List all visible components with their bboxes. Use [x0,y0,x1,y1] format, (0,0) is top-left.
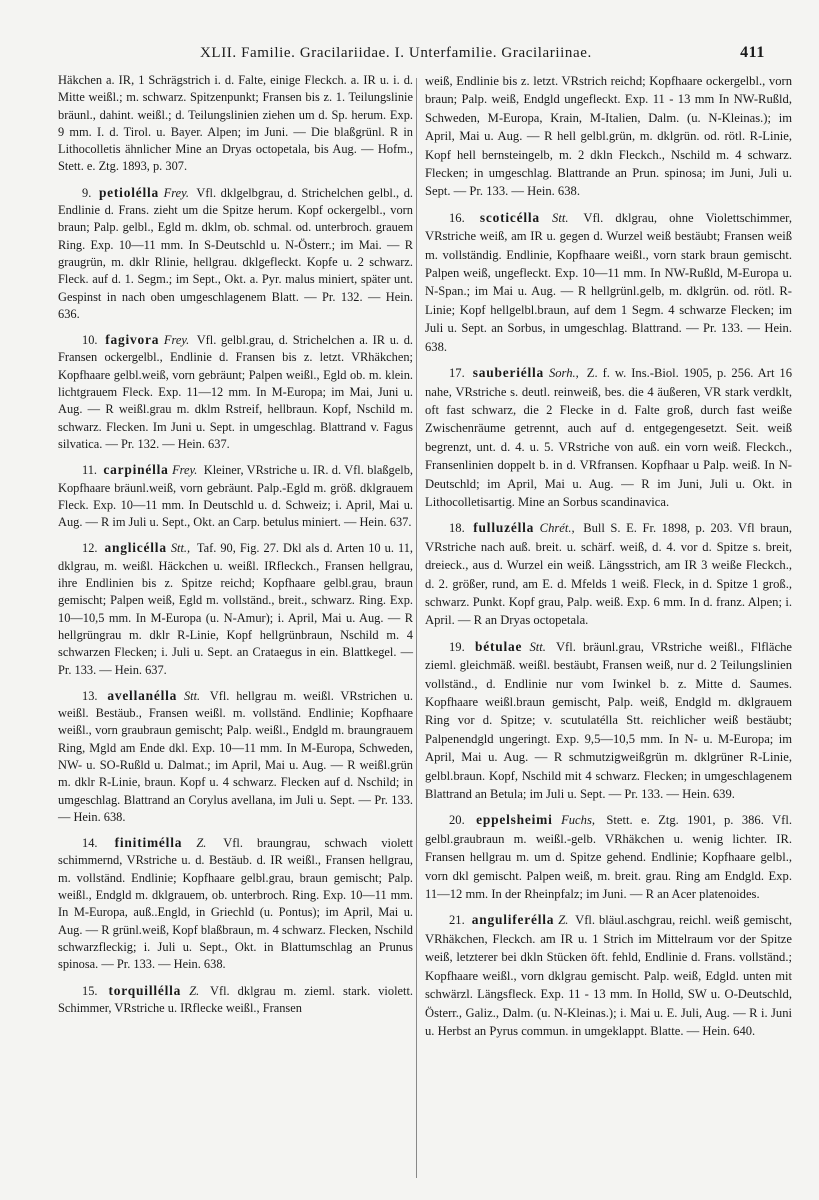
species-description: Bull S. E. Fr. 1898, p. 203. Vfl braun, VRstriche nach auß. breit. u. schärf. weiß, d. 4. vor d. Spitze s. breit, dreieck., aus d. Wurzel ein weiß. Längsstrich, am IR 3 weiße Fleckch., d. 2. größer, rund, am E. d. Mfelds 1 weiß. Fleck, in d. Spitze 1 groß., schwarz. Punkt. Kopf grau, Palp. weiß. Exp. 6 mm. In d. franz. Alpen; i. April. — R an Dryas octopetala. [425,521,793,628]
species-name: scoticélla [479,209,540,225]
continued-paragraph: weiß, Endlinie bis z. letzt. VRstrich reichd; Kopfhaare ockergelbl., vorn braun; Palp. weiß, Endgld ungefleckt. Exp. 11 - 13 mm In NW-Rußld, Schweden, M-Europa, Krain, M-Italien, Dalm. (u. N-Kleinas.); im April, Mai u. Aug. — R hell gelbl.grün, m. dklgrün. od. rötl. R-Linie, Kopf hell bernsteingelb, m. 2 dkln Fleckch., Nschild m. 4 schwarz. Flecken; in umgeschlag. Blattrande an Prun. spinosa; im Juni, Juli u. Sept. — Pr. 133. — Hein. 638. [425,74,792,199]
species-name: carpinélla [103,462,169,478]
entry-number: 13. [82,688,98,703]
entry-number: 14. [82,836,98,851]
species-name: sauberiélla [472,365,544,381]
species-name: bétulae [474,638,523,654]
running-header [200,44,765,64]
species-entry [425,638,792,804]
species-author: Frey. [163,333,190,348]
species-author: Stt. [183,688,201,703]
species-description: Vfl. hellgrau m. weißl. VRstrichen u. weißl. Bestäub., Fransen weißl. m. vollständ. Endlinie; Kopfhaare weißl., vorn graubraun gemischt; Palp. weißl., Endgld m. braungrauem Ring, Mgld am Ende dkl. Exp. 10—11 mm. In M-Europa, Schweden, NW- u. SO-Rußld u. Dalmat.; im April, Mai u. Aug. — R weißl.grün m. dklr R-Linie, braun. Kopf u. 4 schwarz. Flecken auf d. Nschild; in umgeschlag. Blattrand an Corylus avellana, im Juli u. Sept. — Pr. 133. — Hein. 638. [58,688,413,824]
right-column [425,72,792,1048]
species-description: Vfl. bräunl.grau, VRstriche weißl., Flfläche zieml. gleichmäß. weißl. bestäubt, Fransen weiß, nur d. 2 Teilungslinien vollständ., d. Endlinie nur vom Iwinkel b. z. Mitte d. Saumes. Kopfhaare weißl.braun gemischt, Palp. weiß, Endgld m. dklgrauem Ring vor d. Spitze; v. scutulatélla Stt. reichlicher weiß bestäubt; Palpenendgld ungeringt. Exp. 9,5—10,5 mm. In N- u. M-Europa; im April, Mai u. Aug. — R schmutzigweißgrün m. dklgrüner R-Linie, gelbl.braun. Kopf, Nschild mit 4 schwarz. Flecken; in umgeschlagenem Blattrand an Betula; im Juli u. Sept. — Pr. 133. — Hein. 639. [425,639,792,802]
entry-number: 10. [82,333,98,348]
species-description: Vfl. bläul.aschgrau, reichl. weiß gemischt, VRhäkchen, Fleckch. am IR u. 1 Strich im Mittelraum vor der Spitze weiß, letzterer bei dkln Stücken öft. fehld, Endlinie d. Frans. vollständ.; Kopfhaare weißl., vorn dklgrau gemischt. Palp. weiß, Edgld. unten mit schwärzl. Längsfleck. Exp. 11 - 13 mm. In Holld, SW u. O-Deutschld, Österr., Galiz., Dalm. (u. N-Kleinas.); i. Mai u. E. Juli, Aug. — R i. Juni u. Herbst an Pyrus commun. in umgeklappt. Blatte. — Hein. 640. [425,913,792,1038]
species-name: anglicélla [104,540,167,556]
entry-number: 17. [449,366,465,381]
species-author: Z. [196,836,207,851]
species-entry [425,209,792,356]
species-description: Vfl. dklgrau m. zieml. stark. violett. Schimmer, VRstriche u. IRflecke weißl., Fransen [58,983,413,1015]
species-entry [58,461,413,531]
species-entry [58,331,413,453]
entry-number: 19. [449,639,465,654]
entry-number: 20. [449,813,465,828]
species-entry [58,184,413,323]
species-entry [58,687,413,826]
species-description: Stett. e. Ztg. 1901, p. 386. Vfl. gelbl.graubraun m. weißl.-gelb. VRhäkchen u. wenig lichter. IR. Fransen hellgrau m. um d. Spitze gehend. Endlinie; Kopfhaare gelbl., vorn dkl gemischt. Palpen weiß, m. breit. grau. Ring am Endgld. Exp. 11—12 mm. In der Rheinpfalz; im Juni. — R an Acer platenoides. [425,813,792,902]
column-divider [416,78,417,1178]
species-name: fulluzélla [473,520,535,536]
species-entry [58,539,413,678]
species-description: Kleiner, VRstriche u. IR. d. Vfl. blaßgelb, Kopfhaare bräunl.weiß, vorn gebräunt. Palp.-Egld m. größ. dklgrauem Fleck. Exp. 10—11 mm. In Deutschld u. d. Schweiz; i. April, Mai u. Aug. — R im Juli u. Sept., Okt. an Carp. betulus miniert. — Hein. 637. [58,463,413,530]
species-author: Frey. [163,185,189,200]
entry-number: 21. [449,913,465,928]
entry-number: 16. [449,210,465,225]
entry-number: 9. [82,185,92,200]
page-number: 411 [740,44,765,61]
species-entry [425,364,792,511]
species-name: eppelsheimi [476,812,553,828]
species-description: Taf. 90, Fig. 27. Dkl als d. Arten 10 u. 11, dklgrau, m. weißl. Häckchen u. weißl. IRfleckch., Fransen hellgrau, ihre Endlinien bis z. Spitze reichd; Kopfhaare gelbl.grau, braun gemischt; Palpen weiß, Egld m. vollständ., breit., schwarz. Ring. Exp. 10—10,5 mm. In M-Europa (u. N-Amur); i. April, Mai u. Aug. — R hellgrüngrau m. dklr R-Linie, Kopf hellgrünbraun, Nschild m. 4 schwarzen Flecken; i. Juli u. Sept. an Crataegus in ein. Blattkegel. — Pr. 133. — Hein. 637. [58,541,413,677]
species-author: Z. [189,983,200,998]
species-author: Sorh., [548,366,579,381]
species-author: Chrét., [539,521,575,536]
left-column [58,72,413,1025]
species-name: petiolélla [98,184,160,200]
header-title: XLII. Familie. Gracilariidae. I. Unterfamilie. Gracilariinae. [200,45,592,61]
entry-number: 12. [82,541,98,556]
species-description: Z. f. w. Ins.-Biol. 1905, p. 256. Art 16 nahe, VRstriche s. deutl. reinweiß, bes. die 4 äußeren, VR stark verdklt, oft fast schwarz, die 2 Flecke in d. Falte groß, durch fast weiße Zwischenräume getrennt, auch auf d. entgegengesetzt. Seit. weiß begrenzt, unt. d. 4. u. 5. VRstriche von auß. ein vorn weiß. Fleckch., Fransenlinien doppelt b. in d. VRfransen. Kopfhaar u Palp. weiß. In N-Deutschld; im April, Mai u. Aug. — R im Juni, Juli u. Okt. in Lithocolletisartig. Mine an Sorbus scandinavica. [425,366,793,509]
species-description: Vfl. dklgrau, ohne Violettschimmer, VRstriche weiß, am IR u. gegen d. Wurzel weiß bestäubt; Fransen weiß m. vollständig. Endlinie, Kopfhaare weißl., vorn stark braun gemischt. Palpen weiß, ungefleckt. Exp. 10—11 mm. In NW-Rußld, M-Europa u. N-Span.; im Mai u. Aug. — R hellgrünl.gelb, m. dklgrün. od. rötl. R-Linie; Kopf hellgelbl.braun, auf dem 1 Segm. 4 schwarze Flecken; im Juli u. Sept. an Sorbus, in umgeschlag. Blattrand. — Pr. 133. — Hein. 638. [425,210,792,354]
species-author: Stt., [170,541,191,556]
continued-paragraph: Häkchen a. IR, 1 Schrägstrich i. d. Falte, einige Fleckch. a. IR u. i. d. Mitte weißl.; m. schwarz. Spitzenpunkt; Fransen bis z. 1. Teilungslinie bräunl., dahint. weißl.; d. Teilungslinien ziehen um d. Sp. herum. Exp. 9 mm. I. d. Tirol. u. Bayer. Alpen; im Juni. — Die blaßgrünl. R in Lithocolletis ähnlicher Mine an Dryas octopetala, bis Aug. — Hofm., Stett. e. Ztg. 1893, p. 307. [58,73,413,174]
entry-number: 11. [82,463,98,478]
species-author: Frey. [172,463,198,478]
species-entry [58,834,413,973]
species-entry [58,982,413,1018]
species-name: finitimélla [114,835,183,851]
species-name: avellanélla [107,687,178,703]
species-author: Stt. [529,639,546,654]
species-entry [425,911,792,1040]
entry-number: 15. [82,983,98,998]
species-entry [425,811,792,903]
species-name: anguliferélla [471,912,555,928]
species-name: fagivora [105,332,160,348]
species-description: Vfl. gelbl.grau, d. Strichelchen a. IR u. d. Fransen ockergelbl., Endlinie d. Fransen bis z. letzt. VRhäkchen; Kopfhaare gelbl.weiß, vorn gebräunt; Palpen weißl., Egld ob. m. klein. lichtgrauem Fleck. Exp. 11—12 mm. In M-Europa; im Mai, Juni u. Aug. — R weißl.grau m. dklm Rstreif, hellbraun. Kopf, Nschild m. schwarz. Flecken. Im Juni u. Sept. in umgeschlag. Blattrand v. Fagus silvatica. — Pr. 132. — Hein. 637. [58,333,413,451]
species-name: torquillélla [108,982,182,998]
species-description: Vfl. braungrau, schwach violett schimmernd, VRstriche u. d. Bestäub. d. IR weißl., Fransen hellgrau, m. vollständ. Endlinie; Kopfhaare gelbl.grau, braun gemischt; Palp. weißl., Endgld m. dklgrauem, ob. unterbroch. Ring. Exp. 10—11 mm. In M-Europa, auß..Engld, in Griechld (u. Pontus); im April, Mai u. Aug. — R grünl.weiß, Kopf blaßbraun, m. 4 schwarz. Flecken, Nschild schwarzfleckig; i. Juli u. Sept., Okt. in Blattumschlag an Prunus spinosa. — Pr. 133. — Hein. 638. [58,836,413,972]
species-author: Stt. [552,210,569,225]
species-author: Z. [558,913,569,928]
entry-number: 18. [449,521,465,536]
species-description: Vfl. dklgelbgrau, d. Strichelchen gelbl., d. Endlinie d. Frans. zieht um die Spitze herum. Kopf ockergelbl., vorn braun; Palp. gelbl., Egld m. dklm, ob. schmal. od. unterbroch. grauem Ring. Exp. 10—11 mm. In S-Deutschld u. N-Österr.; im Mai. — R graugrün, m. dklr Rlinie, hellgrau. dklgefleckt. Kopfe u. 2 schwarz. Fleck. auf d. 1. Segm.; im Sept., Okt. a. Pyr. malus miniert, später unt. Gespinst in nach oben umgeschlagenem Blatt. — Pr. 132. — Hein. 636. [58,185,413,321]
species-entry [425,519,792,629]
species-author: Fuchs, [561,813,595,828]
